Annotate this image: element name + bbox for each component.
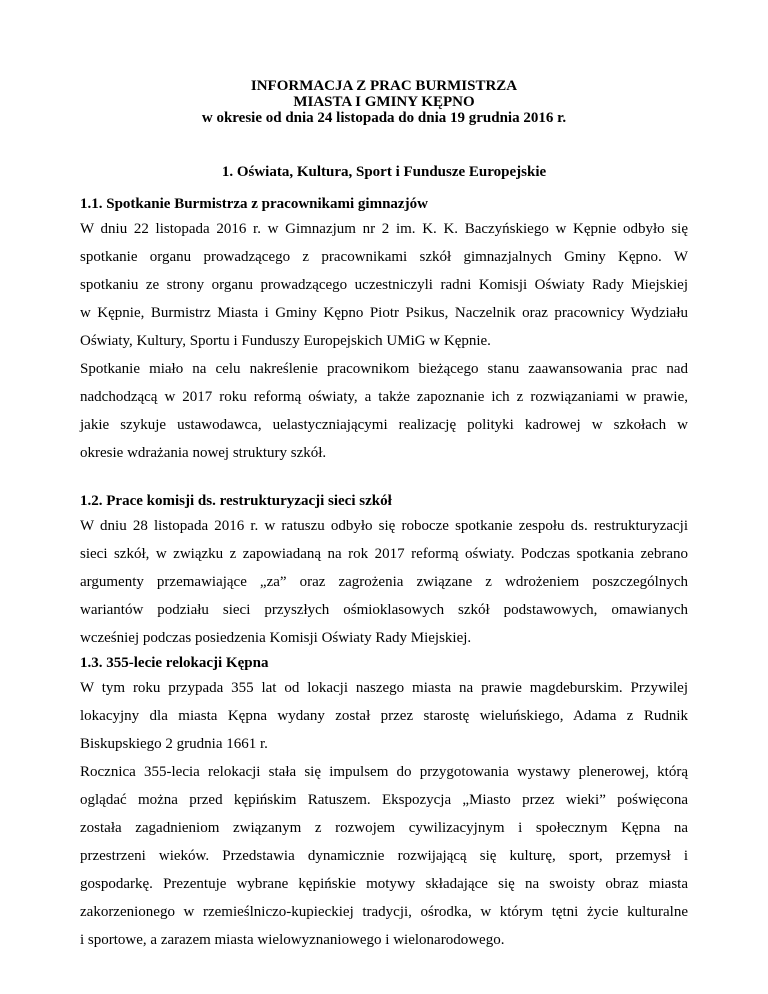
paragraph-line: okresie wdrażania nowej struktury szkół. (80, 445, 327, 461)
paragraph-line: w Kępnie, Burmistrz Miasta i Gminy Kępno Piotr Psikus, Naczelnik oraz pracownicy Wydziału (80, 305, 688, 321)
paragraph-line: nadchodzącą w 2017 roku reformą oświaty, a także zapoznanie ich z rozwiązaniami w prawie, (80, 389, 688, 405)
paragraph-line: lokacyjny dla miasta Kępna wydany został przez starostę wieluńskiego, Adama z Rudnik (80, 708, 688, 724)
paragraph-line: sieci szkół, w związku z zapowiadaną na rok 2017 reformą oświaty. Podczas spotkania zebrano (80, 546, 688, 562)
section-1-1-heading: 1.1. Spotkanie Burmistrza z pracownikami gimnazjów (80, 196, 428, 212)
paragraph-line: została zagadnieniom związanym z rozwojem cywilizacyjnym i społecznym Kępna na (80, 820, 688, 836)
paragraph-line: Biskupskiego 2 grudnia 1661 r. (80, 736, 268, 752)
paragraph-line: Spotkanie miało na celu nakreślenie pracownikom bieżącego stanu zaawansowania prac nad (80, 361, 688, 377)
paragraph-line: W dniu 28 listopada 2016 r. w ratuszu odbyło się robocze spotkanie zespołu ds. restrukturyzacji (80, 518, 688, 534)
section-1-heading: 1. Oświata, Kultura, Sport i Fundusze Europejskie (221, 164, 547, 180)
document-title (0, 78, 768, 126)
section-1-3-heading: 1.3. 355-lecie relokacji Kępna (80, 655, 269, 671)
paragraph-line: gospodarkę. Prezentuje wybrane kępińskie motywy składające się na swoisty obraz miasta (80, 876, 688, 892)
paragraph-line: Rocznica 355-lecia relokacji stała się impulsem do przygotowania wystawy plenerowej, którą (80, 764, 688, 780)
title-line-1: INFORMACJA Z PRAC BURMISTRZA (250, 78, 518, 94)
paragraph-line: wcześniej podczas posiedzenia Komisji Oświaty Rady Miejskiej. (80, 630, 472, 646)
paragraph-line: oglądać można przed kępińskim Ratuszem. Ekspozycja „Miasto przez wieki” poświęcona (80, 792, 688, 808)
section-1-2-paragraph (80, 512, 688, 652)
paragraph-line: spotkanie organu prowadzącego z pracownikami szkół gimnazjalnych Gminy Kępno. W (80, 249, 688, 265)
paragraph-line: przestrzeni wieków. Przedstawia dynamicznie rozwijającą się kulturę, sport, przemysł i (80, 848, 688, 864)
paragraph-line: W tym roku przypada 355 lat od lokacji naszego miasta na prawie magdeburskim. Przywilej (80, 680, 688, 696)
section-1-1-paragraph (80, 215, 688, 467)
paragraph-line: W dniu 22 listopada 2016 r. w Gimnazjum nr 2 im. K. K. Baczyńskiego w Kępnie odbyło się (80, 221, 688, 237)
paragraph-line: wariantów podziału sieci przyszłych ośmioklasowych szkół podstawowych, omawianych (80, 602, 688, 618)
section-1-2-heading: 1.2. Prace komisji ds. restrukturyzacji sieci szkół (80, 493, 392, 509)
paragraph-line: jakie szykuje ustawodawca, uelastyczniającymi realizację polityki kadrowej w szkołach w (80, 417, 688, 433)
paragraph-line: Oświaty, Kultury, Sportu i Funduszy Europejskich UMiG w Kępnie. (80, 333, 491, 349)
section-1-3-paragraph (80, 674, 688, 954)
paragraph-line: zakorzenionego w rzemieślniczo-kupieckiej tradycji, ośrodka, w którym tętni życie kulturalne (80, 904, 688, 920)
paragraph-line: i sportowe, a zarazem miasta wielowyznaniowego i wielonarodowego. (80, 932, 505, 948)
title-line-3: w okresie od dnia 24 listopada do dnia 19 grudnia 2016 r. (201, 110, 567, 126)
paragraph-line: spotkaniu ze strony organu prowadzącego uczestniczyli radni Komisji Oświaty Rady Miejskiej (80, 277, 688, 293)
paragraph-line: argumenty przemawiające „za” oraz zagrożenia związane z wdrożeniem poszczególnych (80, 574, 688, 590)
title-line-2: MIASTA I GMINY KĘPNO (293, 94, 475, 110)
